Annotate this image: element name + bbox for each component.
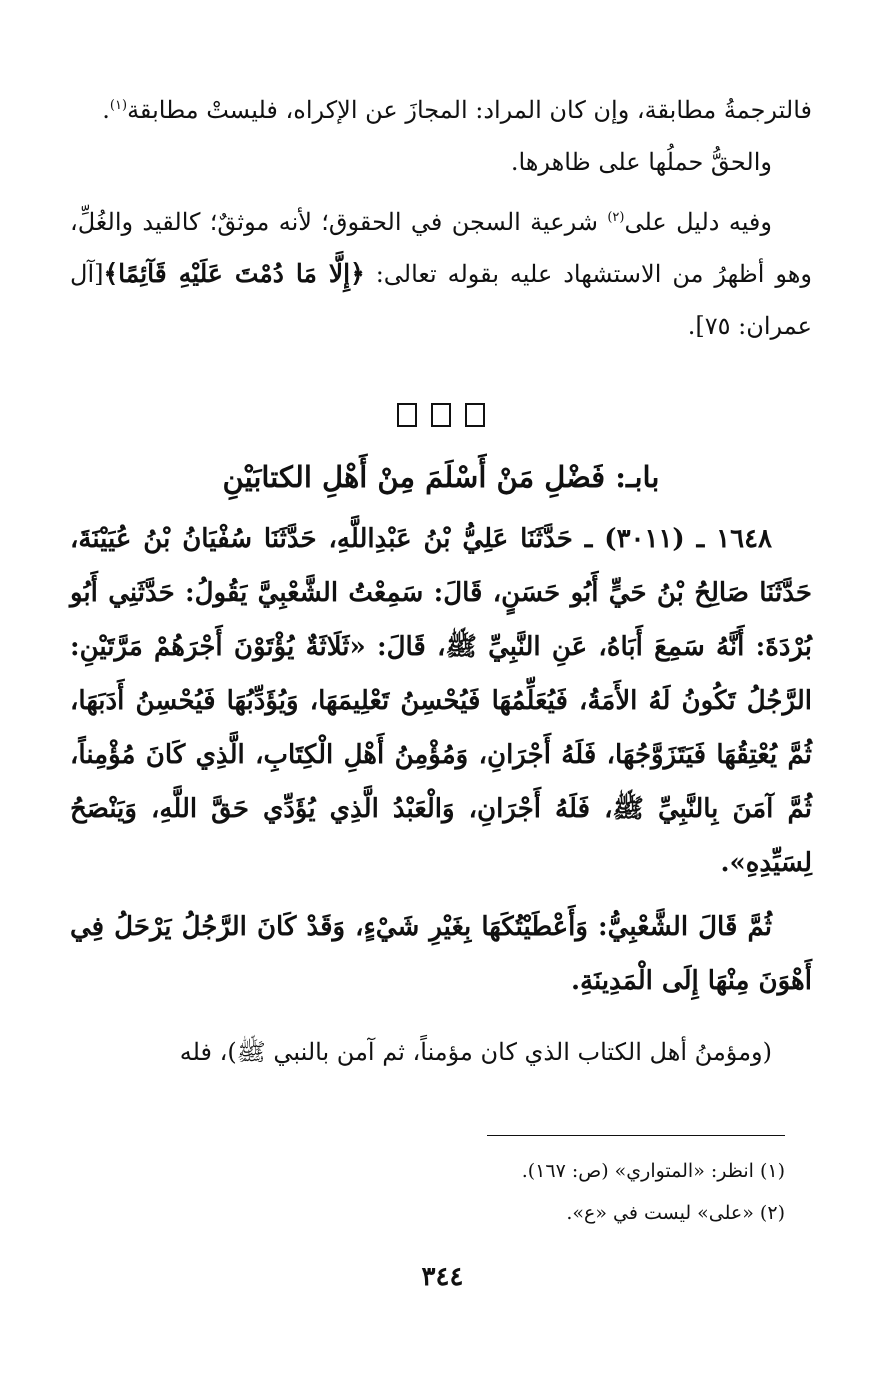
hadith-text: ١٦٤٨ ـ (٣٠١١) ـ حَدَّثَنَا عَلِيُّ بْنُ عَبْدِاللَّهِ، حَدَّثَنَا سُفْيَانُ بْنُ عُيَيْنَةَ، حَدَّثَنَا صَالِحُ بْنُ حَيٍّ أَبُو حَسَنٍ، قَالَ: سَمِعْتُ الشَّعْبِيَّ يَقُولُ: حَدَّثَنِي أَبُو بُرْدَةَ: أَنَّهُ سَمِعَ أَبَاهُ، عَنِ النَّبِيِّ ﷺ، قَالَ: «ثَلَاثَةٌ يُؤْتَوْنَ أَجْرَهُمْ مَرَّتَيْنِ: الرَّجُلُ تَكُونُ لَهُ الأَمَةُ، فَيُعَلِّمُهَا فَيُحْسِنُ تَعْلِيمَهَا، وَيُؤَدِّبُهَا فَيُحْسِنُ أَدَبَهَا، ثُمَّ يُعْتِقُهَا فَيَتَزَوَّجُهَا، فَلَهُ أَجْرَانِ، وَمُؤْمِنُ أَهْلِ الْكِتَابِ، الَّذِي كَانَ مُؤْمِناً، ثُمَّ آمَنَ بِالنَّبِيِّ ﷺ، فَلَهُ أَجْرَانِ، وَالْعَبْدُ الَّذِي يُؤَدِّي حَقَّ اللَّهِ، وَيَنْصَحُ لِسَيِّدِهِ».: [70, 524, 812, 878]
footnote-2: (٢) «على» ليست في «ع».: [566, 1202, 785, 1224]
commentary-text: (ومؤمنُ أهل الكتاب الذي كان مؤمناً، ثم آمن بالنبي ﷺ)، فله: [179, 1038, 772, 1066]
section-separator: [70, 394, 812, 434]
chapter-title: [70, 452, 812, 502]
paragraph-translation-note: [70, 84, 812, 136]
quran-verse: ﴿إِلَّا مَا دُمْتَ عَلَيْهِ قَآئِمًا﴾: [103, 259, 365, 288]
paragraph-evidence: [70, 196, 812, 352]
chapter-label: بابـ:: [615, 460, 660, 494]
paragraph-truth: والحقُّ حملُها على ظاهرها.: [510, 148, 772, 176]
page-body: [70, 84, 812, 1078]
separator-box-icon: [431, 403, 451, 427]
paragraph-text: فالترجمةُ مطابقة، وإن كان المراد: المجازَ عن الإكراه، فليستْ مطابقة: [127, 96, 812, 124]
footnotes: [70, 1150, 785, 1234]
paragraph-text-a: وفيه دليل على: [624, 208, 772, 236]
footnote-1: (١) انظر: «المتواري» (ص: ١٦٧).: [521, 1160, 785, 1182]
quran-reference: [آل عمران: ٧٥].: [70, 260, 812, 340]
separator-box-icon: [397, 403, 417, 427]
paragraph-text-b: شرعية السجن في الحقوق؛ لأنه موثقٌ؛ كالقيد والغُلِّ، وهو أظهرُ من الاستشهاد عليه بقوله تعالى:: [70, 208, 813, 288]
footnote-divider: [487, 1135, 785, 1136]
page-number: ٣٤٤: [421, 1262, 464, 1292]
footnote-marker-2: (٢): [607, 210, 625, 225]
paragraph-end: .: [102, 96, 110, 124]
chapter-name: فَضْلِ مَنْ أَسْلَمَ مِنْ أَهْلِ الكتابَيْنِ: [222, 460, 606, 494]
footnote-marker-1: (١): [109, 98, 128, 113]
separator-box-icon: [465, 403, 485, 427]
hadith-follow-up: ثُمَّ قَالَ الشَّعْبِيُّ: وَأَعْطَيْتُكَهَا بِغَيْرِ شَيْءٍ، وَقَدْ كَانَ الرَّجُلُ يَرْحَلُ فِي أَهْوَنَ مِنْهَا إِلَى الْمَدِينَةِ.: [70, 912, 812, 996]
